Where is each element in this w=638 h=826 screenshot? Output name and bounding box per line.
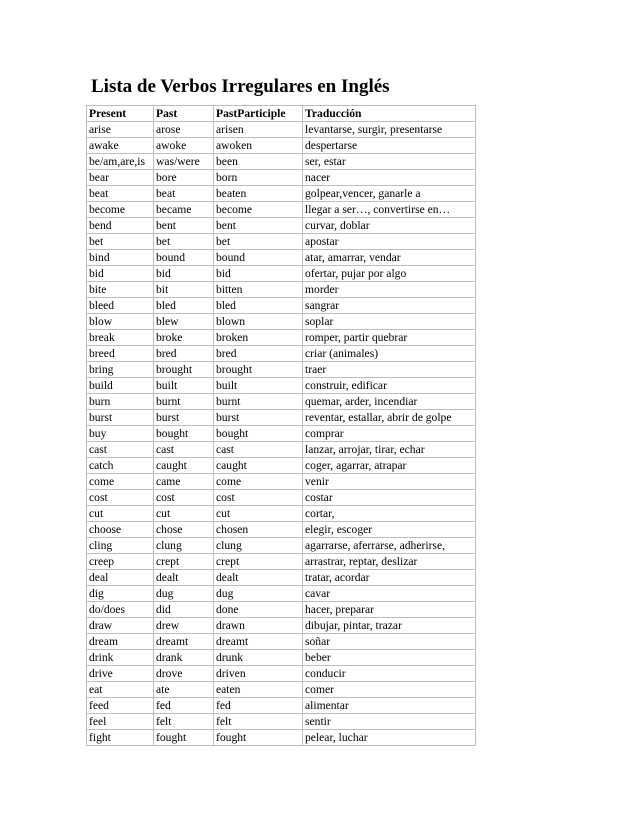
cell-past: chose (154, 522, 214, 538)
table-row (87, 506, 476, 522)
table-row (87, 394, 476, 410)
cell-translation: traer (303, 362, 476, 378)
cell-translation: tratar, acordar (303, 570, 476, 586)
table-header-row (87, 106, 476, 122)
cell-past-participle: broken (214, 330, 303, 346)
table-row (87, 474, 476, 490)
table-row (87, 298, 476, 314)
column-header-translation: Traducción (303, 106, 476, 122)
cell-present: catch (87, 458, 154, 474)
cell-past: cast (154, 442, 214, 458)
table-row (87, 154, 476, 170)
cell-present: feel (87, 714, 154, 730)
cell-translation: arrastrar, reptar, deslizar (303, 554, 476, 570)
cell-past-participle: bitten (214, 282, 303, 298)
cell-past: drove (154, 666, 214, 682)
cell-past: bred (154, 346, 214, 362)
cell-past-participle: bled (214, 298, 303, 314)
irregular-verbs-table (86, 105, 476, 746)
cell-past: came (154, 474, 214, 490)
column-header-past-participle: PastParticiple (214, 106, 303, 122)
table-row (87, 218, 476, 234)
cell-present: bring (87, 362, 154, 378)
cell-past: felt (154, 714, 214, 730)
cell-past-participle: come (214, 474, 303, 490)
cell-past-participle: cost (214, 490, 303, 506)
cell-past-participle: blown (214, 314, 303, 330)
cell-past: blew (154, 314, 214, 330)
cell-present: burst (87, 410, 154, 426)
cell-translation: curvar, doblar (303, 218, 476, 234)
cell-translation: soñar (303, 634, 476, 650)
cell-present: feed (87, 698, 154, 714)
cell-translation: golpear,vencer, ganarle a (303, 186, 476, 202)
cell-past-participle: dug (214, 586, 303, 602)
cell-past-participle: burnt (214, 394, 303, 410)
cell-past: clung (154, 538, 214, 554)
cell-past: bought (154, 426, 214, 442)
cell-present: cost (87, 490, 154, 506)
cell-past: bit (154, 282, 214, 298)
cell-past: bid (154, 266, 214, 282)
cell-translation: quemar, arder, incendiar (303, 394, 476, 410)
cell-past: dealt (154, 570, 214, 586)
cell-past-participle: bid (214, 266, 303, 282)
table-row (87, 122, 476, 138)
cell-present: bite (87, 282, 154, 298)
cell-translation: costar (303, 490, 476, 506)
cell-translation: coger, agarrar, atrapar (303, 458, 476, 474)
cell-past-participle: bound (214, 250, 303, 266)
cell-past: cut (154, 506, 214, 522)
cell-past: was/were (154, 154, 214, 170)
cell-past-participle: chosen (214, 522, 303, 538)
cell-translation: sangrar (303, 298, 476, 314)
cell-present: eat (87, 682, 154, 698)
cell-translation: pelear, luchar (303, 730, 476, 746)
cell-past: dug (154, 586, 214, 602)
column-header-past: Past (154, 106, 214, 122)
cell-present: come (87, 474, 154, 490)
cell-past-participle: felt (214, 714, 303, 730)
cell-present: burn (87, 394, 154, 410)
cell-present: arise (87, 122, 154, 138)
cell-past: became (154, 202, 214, 218)
cell-translation: conducir (303, 666, 476, 682)
cell-translation: sentir (303, 714, 476, 730)
cell-present: bleed (87, 298, 154, 314)
cell-present: cast (87, 442, 154, 458)
cell-present: cling (87, 538, 154, 554)
cell-past-participle: dreamt (214, 634, 303, 650)
cell-translation: alimentar (303, 698, 476, 714)
table-row (87, 426, 476, 442)
table-row (87, 186, 476, 202)
cell-past-participle: awoken (214, 138, 303, 154)
cell-past-participle: eaten (214, 682, 303, 698)
cell-past-participle: crept (214, 554, 303, 570)
cell-past: burnt (154, 394, 214, 410)
cell-past: drank (154, 650, 214, 666)
cell-present: drive (87, 666, 154, 682)
cell-past-participle: caught (214, 458, 303, 474)
table-row (87, 714, 476, 730)
cell-past-participle: fed (214, 698, 303, 714)
cell-past: broke (154, 330, 214, 346)
cell-past: bet (154, 234, 214, 250)
table-row (87, 202, 476, 218)
cell-past-participle: cut (214, 506, 303, 522)
cell-translation: lanzar, arrojar, tirar, echar (303, 442, 476, 458)
cell-translation: llegar a ser…, convertirse en… (303, 202, 476, 218)
cell-past: drew (154, 618, 214, 634)
cell-past: bent (154, 218, 214, 234)
cell-past-participle: brought (214, 362, 303, 378)
cell-past-participle: dealt (214, 570, 303, 586)
table-row (87, 586, 476, 602)
cell-translation: ofertar, pujar por algo (303, 266, 476, 282)
table-row (87, 250, 476, 266)
cell-translation: ser, estar (303, 154, 476, 170)
cell-present: blow (87, 314, 154, 330)
cell-past: dreamt (154, 634, 214, 650)
cell-translation: agarrarse, aferrarse, adherirse, (303, 538, 476, 554)
table-row (87, 346, 476, 362)
cell-translation: construir, edificar (303, 378, 476, 394)
cell-translation: criar (animales) (303, 346, 476, 362)
cell-present: draw (87, 618, 154, 634)
cell-present: do/does (87, 602, 154, 618)
cell-past-participle: bet (214, 234, 303, 250)
cell-past-participle: become (214, 202, 303, 218)
table-row (87, 602, 476, 618)
table-body (87, 122, 476, 746)
cell-present: fight (87, 730, 154, 746)
table-row (87, 618, 476, 634)
cell-past-participle: fought (214, 730, 303, 746)
cell-past: bled (154, 298, 214, 314)
cell-past-participle: cast (214, 442, 303, 458)
table-row (87, 490, 476, 506)
table-row (87, 458, 476, 474)
table-row (87, 522, 476, 538)
table-row (87, 698, 476, 714)
cell-past-participle: born (214, 170, 303, 186)
cell-present: cut (87, 506, 154, 522)
cell-past-participle: burst (214, 410, 303, 426)
cell-translation: comer (303, 682, 476, 698)
cell-past: beat (154, 186, 214, 202)
table-row (87, 538, 476, 554)
table-row (87, 282, 476, 298)
table-row (87, 634, 476, 650)
cell-present: dig (87, 586, 154, 602)
cell-past-participle: built (214, 378, 303, 394)
cell-translation: comprar (303, 426, 476, 442)
cell-translation: reventar, estallar, abrir de golpe (303, 410, 476, 426)
cell-translation: apostar (303, 234, 476, 250)
cell-past-participle: bred (214, 346, 303, 362)
cell-translation: hacer, preparar (303, 602, 476, 618)
cell-past-participle: driven (214, 666, 303, 682)
cell-present: deal (87, 570, 154, 586)
cell-present: creep (87, 554, 154, 570)
cell-past-participle: been (214, 154, 303, 170)
cell-translation: despertarse (303, 138, 476, 154)
cell-past-participle: beaten (214, 186, 303, 202)
cell-present: become (87, 202, 154, 218)
cell-past: awoke (154, 138, 214, 154)
cell-present: choose (87, 522, 154, 538)
cell-translation: beber (303, 650, 476, 666)
table-row (87, 234, 476, 250)
cell-past: built (154, 378, 214, 394)
table-row (87, 138, 476, 154)
table-row (87, 378, 476, 394)
cell-past: caught (154, 458, 214, 474)
table-row (87, 570, 476, 586)
table-row (87, 666, 476, 682)
cell-present: drink (87, 650, 154, 666)
cell-present: awake (87, 138, 154, 154)
cell-translation: soplar (303, 314, 476, 330)
cell-present: buy (87, 426, 154, 442)
cell-translation: cavar (303, 586, 476, 602)
cell-present: bend (87, 218, 154, 234)
cell-past: fed (154, 698, 214, 714)
page-title: Lista de Verbos Irregulares en Inglés (91, 76, 390, 97)
cell-past: brought (154, 362, 214, 378)
cell-past-participle: drawn (214, 618, 303, 634)
cell-past: crept (154, 554, 214, 570)
cell-past-participle: clung (214, 538, 303, 554)
cell-past-participle: bent (214, 218, 303, 234)
cell-past-participle: bought (214, 426, 303, 442)
cell-past: bound (154, 250, 214, 266)
table-row (87, 650, 476, 666)
table-row (87, 170, 476, 186)
cell-past-participle: drunk (214, 650, 303, 666)
cell-present: beat (87, 186, 154, 202)
cell-past: burst (154, 410, 214, 426)
cell-past: ate (154, 682, 214, 698)
table-row (87, 314, 476, 330)
cell-past: fought (154, 730, 214, 746)
table-row (87, 554, 476, 570)
cell-translation: morder (303, 282, 476, 298)
cell-present: bind (87, 250, 154, 266)
cell-present: be/am,are,is (87, 154, 154, 170)
cell-present: bid (87, 266, 154, 282)
table-row (87, 330, 476, 346)
cell-translation: elegir, escoger (303, 522, 476, 538)
table-row (87, 362, 476, 378)
cell-translation: cortar, (303, 506, 476, 522)
cell-translation: levantarse, surgir, presentarse (303, 122, 476, 138)
cell-past: cost (154, 490, 214, 506)
cell-past-participle: done (214, 602, 303, 618)
cell-present: break (87, 330, 154, 346)
table-row (87, 682, 476, 698)
cell-translation: atar, amarrar, vendar (303, 250, 476, 266)
table-row (87, 442, 476, 458)
cell-present: bet (87, 234, 154, 250)
table-row (87, 410, 476, 426)
cell-present: dream (87, 634, 154, 650)
column-header-present: Present (87, 106, 154, 122)
table-row (87, 266, 476, 282)
cell-present: build (87, 378, 154, 394)
cell-past-participle: arisen (214, 122, 303, 138)
cell-translation: venir (303, 474, 476, 490)
cell-past: bore (154, 170, 214, 186)
cell-past: did (154, 602, 214, 618)
cell-present: bear (87, 170, 154, 186)
cell-translation: romper, partir quebrar (303, 330, 476, 346)
cell-translation: nacer (303, 170, 476, 186)
cell-past: arose (154, 122, 214, 138)
cell-present: breed (87, 346, 154, 362)
table-row (87, 730, 476, 746)
cell-translation: dibujar, pintar, trazar (303, 618, 476, 634)
